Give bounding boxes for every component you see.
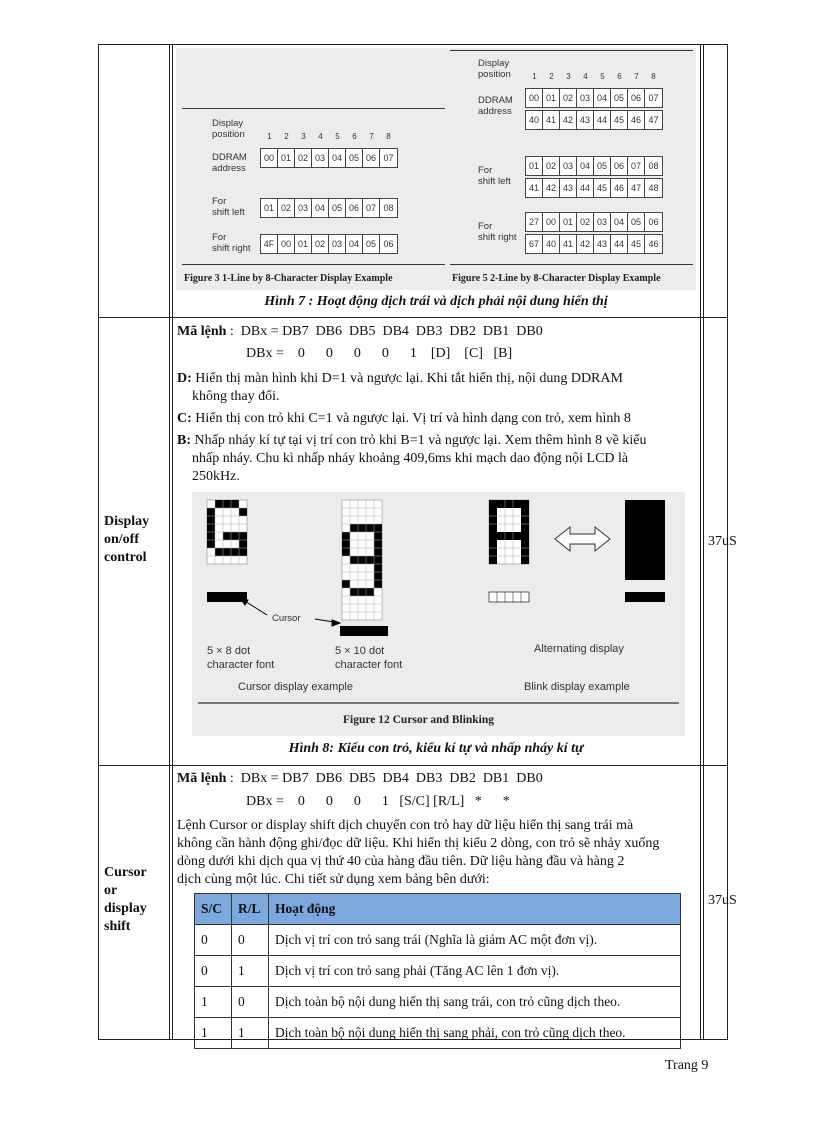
cursor-label: Cursor: [272, 613, 301, 624]
ddram-address-row: 00 01 02 03 04 05 06 07: [260, 148, 398, 168]
ddram-label: DDRAM address: [478, 95, 513, 117]
bit-d-description: D: Hiển thị màn hình khi D=1 và ngược lại. Khi tắt hiển thị, nội dung DDRAM: [177, 371, 623, 386]
description-line: dịch cùng một lúc. Chi tiết sử dụng xem bảng bên dưới:: [177, 872, 490, 887]
blink-example-label: Blink display example: [524, 681, 630, 693]
opcode-line-2: DBx = 0 0 0 0 1 [D] [C] [B]: [246, 346, 513, 361]
table-col-divider: [172, 44, 173, 1040]
alternate-arrow-icon: [555, 527, 610, 551]
table-row-divider: [98, 765, 728, 766]
alternating-display-label: Alternating display: [534, 643, 624, 655]
shift-left-row-1: 01 02 03 04 05 06 07 08: [525, 156, 663, 176]
cursor-bar-icon: [625, 592, 665, 602]
exec-time-display-control: 37uS: [708, 534, 737, 549]
table-row-divider: [98, 317, 728, 318]
display-position-label: Display position: [212, 118, 245, 140]
bit-b-description-cont: 250kHz.: [192, 469, 240, 484]
cursor-example-label: Cursor display example: [238, 681, 353, 693]
font-5x10-label: 5 × 10 dot character font: [335, 645, 403, 671]
shift-left-row: 01 02 03 04 05 06 07 08: [260, 198, 398, 218]
instruction-name-cursor-shift: Cursor or display shift: [104, 865, 147, 934]
ddram-row-2: 40 41 42 43 44 45 46 47: [525, 110, 663, 130]
display-position-label: Display position: [478, 58, 511, 80]
bit-b-description: B: Nhấp nháy kí tự tại vị trí con trỏ khi B=1 và ngược lại. Xem thêm hình 8 về kiểu: [177, 433, 647, 448]
table-col-divider: [169, 44, 170, 1040]
shift-left-label: For shift left: [212, 196, 245, 218]
opcode-line-1: Mã lệnh : DBx = DB7 DB6 DB5 DB4 DB3 DB2 DB1 DB0: [177, 324, 543, 339]
table-row: 0 1 Dịch vị trí con trỏ sang phải (Tăng AC lên 1 đơn vị).: [195, 956, 681, 987]
table-border-left: [98, 44, 99, 1040]
figure-3-caption: Figure 3 1-Line by 8-Character Display Example: [184, 273, 393, 284]
char-g-5x8-icon: [207, 500, 247, 602]
page-number: Trang 9: [665, 1058, 709, 1073]
opcode-line-2: DBx = 0 0 0 1 [S/C] [R/L] * *: [246, 794, 510, 809]
table-row: 1 0 Dịch toàn bộ nội dung hiển thị sang trái, con trỏ cũng dịch theo.: [195, 987, 681, 1018]
position-numbers: 1 2 3 4 5 6 7 8: [267, 132, 391, 141]
header-rl: R/L: [232, 894, 269, 925]
description-line: Lệnh Cursor or display shift dịch chuyển con trỏ hay dữ liệu hiển thị sang trái mà: [177, 818, 634, 833]
figure-12-graphic: [192, 492, 685, 736]
table-header-row: [195, 894, 681, 925]
shift-right-label: For shift right: [478, 221, 517, 243]
filled-block-icon: [625, 500, 665, 580]
opcode-line-1: Mã lệnh : DBx = DB7 DB6 DB5 DB4 DB3 DB2 DB1 DB0: [177, 771, 543, 786]
instruction-name-display-control: Display on/off control: [104, 514, 150, 565]
position-numbers: 1 2 3 4 5 6 7 8: [532, 72, 656, 81]
table-row: 0 0 Dịch vị trí con trỏ sang trái (Nghĩa là giảm AC một đơn vị).: [195, 925, 681, 956]
bit-d-description-cont: không thay đổi.: [192, 389, 280, 404]
char-g-5x10-icon: [340, 500, 388, 636]
table-row: 1 1 Dịch toàn bộ nội dung hiển thị sang phải, con trỏ cũng dịch theo.: [195, 1018, 681, 1049]
figure-7-heading: Hình 7 : Hoạt động dịch trái và dịch phải nội dung hiển thị: [264, 294, 608, 309]
table-col-divider: [700, 44, 701, 1040]
shift-right-row-1: 27 00 01 02 03 04 05 06: [525, 212, 663, 232]
header-sc: S/C: [195, 894, 232, 925]
figure-8-heading: Hình 8: Kiểu con trỏ, kiểu kí tự và nhấp nháy kí tự: [288, 741, 584, 756]
header-operation: Hoạt động: [269, 894, 681, 925]
bit-c-description: C: Hiển thị con trỏ khi C=1 và ngược lại. Vị trí và hình dạng con trỏ, xem hình 8: [177, 411, 631, 426]
shift-left-row-2: 41 42 43 44 45 46 47 48: [525, 178, 663, 198]
shift-right-label: For shift right: [212, 232, 251, 254]
bit-b-description-cont: nhấp nháy. Chu kì nhấp nháy khoảng 409,6ms khi mạch dao động nội LCD là: [192, 451, 629, 466]
shift-operations-table: [194, 893, 681, 1049]
shift-right-row-2: 67 40 41 42 43 44 45 46: [525, 234, 663, 254]
ddram-label: DDRAM address: [212, 152, 247, 174]
description-line: không cần hành động ghi/đọc dữ liệu. Khi hiển thị kiểu 2 dòng, con trỏ sẽ nhảy xuống: [177, 836, 660, 851]
exec-time-cursor-shift: 37uS: [708, 893, 737, 908]
figure-12-caption: Figure 12 Cursor and Blinking: [343, 714, 495, 726]
shift-right-row: 4F 00 01 02 03 04 05 06: [260, 234, 398, 254]
font-5x8-label: 5 × 8 dot character font: [207, 645, 275, 671]
table-col-divider: [703, 44, 704, 1040]
figure-5-caption: Figure 5 2-Line by 8-Character Display Example: [452, 273, 661, 284]
ddram-row-1: 00 01 02 03 04 05 06 07: [525, 88, 663, 108]
shift-left-label: For shift left: [478, 165, 511, 187]
char-a-icon: [489, 500, 529, 602]
table-border-top: [98, 44, 728, 45]
description-line: dòng dưới khi dịch qua vị thứ 40 của hàng đầu tiên. Dữ liệu hàng đầu và hàng 2: [177, 854, 625, 869]
